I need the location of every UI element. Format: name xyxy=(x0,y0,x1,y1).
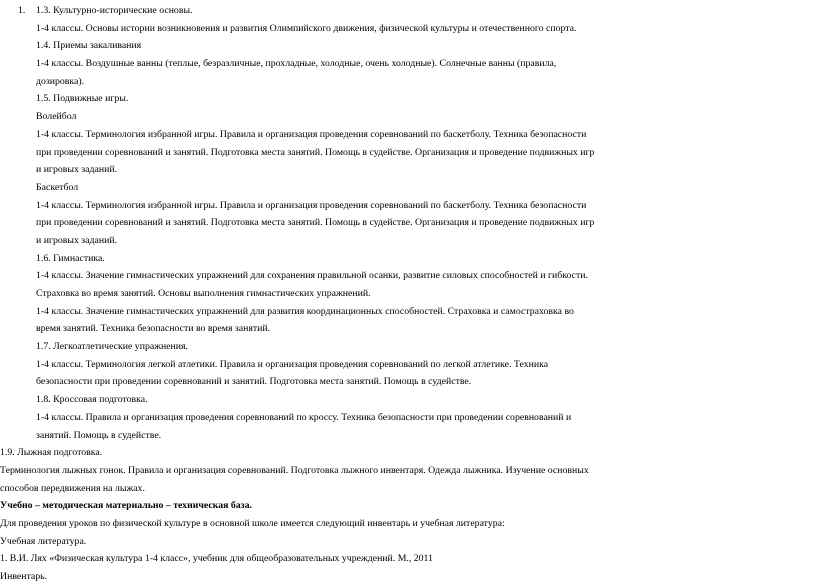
section-heading-1-6: 1.6. Гимнастика. xyxy=(36,252,105,264)
subheading-inventory: Инвентарь. xyxy=(0,571,48,582)
section-heading-1-5: 1.5. Подвижные игры. xyxy=(36,93,129,105)
paragraph-line: 1-4 классы. Значение гимнастических упражнений для развития координационных способностей. Страховка и самостраховка во xyxy=(36,305,574,317)
paragraph-line: Страховка во время занятий. Основы выполнения гимнастических упражнений. xyxy=(36,288,371,299)
section-heading-1-4: 1.4. Приемы закаливания xyxy=(36,40,142,52)
paragraph-line: 1-4 классы. Правила и организация проведения соревнований по кроссу. Техника безопасности при проведении соревнований и xyxy=(36,411,572,423)
paragraph-line: 1-4 классы. Терминология легкой атлетики. Правила и организация проведения соревнований по легкой атлетике. Техника xyxy=(36,358,549,370)
list-item-1 xyxy=(0,2,816,20)
literature-item: 1. В.И. Лях «Физическая культура 1-4 класс», учебник для общеобразовательных учреждений. М., 2011 xyxy=(0,553,433,565)
list-marker: 1. xyxy=(18,5,26,16)
section-heading-1-9: 1.9. Лыжная подготовка. xyxy=(0,447,103,459)
paragraph-line: при проведении соревнований и занятий. Подготовка места занятий. Помощь в судействе. Организация и проведение подвижных игр xyxy=(36,217,595,229)
subheading-volleyball: Волейбол xyxy=(36,111,77,123)
subheading-basketball: Баскетбол xyxy=(36,181,79,193)
paragraph-line: способов передвижения на лыжах. xyxy=(0,482,145,494)
section-heading-1-7: 1.7. Легкоатлетические упражнения. xyxy=(36,341,188,353)
paragraph-line: занятий. Помощь в судействе. xyxy=(36,429,162,441)
paragraph-line: 1-4 классы. Воздушные ванны (теплые, безразличные, прохладные, холодные, очень холодные). Солнечные ванны (правила, xyxy=(36,58,557,70)
subheading-literature: Учебная литература. xyxy=(0,535,87,547)
paragraph-line: 1-4 классы. Основы истории возникновения и развития Олимпийского движения, физической культуры и отечественного спорта. xyxy=(36,22,577,34)
bold-heading-material-base: Учебно – методическая материально – техническая база. xyxy=(0,500,252,512)
paragraph-line: и игровых заданий. xyxy=(36,164,118,176)
paragraph-line: время занятий. Техника безопасности во время занятий. xyxy=(36,323,271,335)
section-heading-1-3: 1.3. Культурно-исторические основы. xyxy=(36,5,193,16)
paragraph-line: дозировка). xyxy=(36,75,85,87)
paragraph-line: при проведении соревнований и занятий. Подготовка места занятий. Помощь в судействе. Организация и проведение подвижных игр xyxy=(36,146,595,158)
paragraph-line: 1-4 классы. Терминология избранной игры. Правила и организация проведения соревнований по баскетболу. Техника безопасности xyxy=(36,128,587,140)
paragraph-line: 1-4 классы. Терминология избранной игры. Правила и организация проведения соревнований по баскетболу. Техника безопасности xyxy=(36,199,587,211)
paragraph-line: и игровых заданий. xyxy=(36,234,118,246)
paragraph-line: Для проведения уроков по физической культуре в основной школе имеется следующий инвентарь и учебная литература: xyxy=(0,517,505,529)
paragraph-line: Терминология лыжных гонок. Правила и организация соревнований. Подготовка лыжного инвентаря. Одежда лыжника. Изучение основных xyxy=(0,464,589,476)
document-body xyxy=(0,2,816,586)
paragraph-line: 1-4 классы. Значение гимнастических упражнений для сохранения правильной осанки, развитие силовых способностей и гибкости. xyxy=(36,270,589,282)
paragraph-line: безопасности при проведении соревнований и занятий. Подготовка места занятий. Помощь в судействе. xyxy=(36,376,472,388)
section-heading-1-8: 1.8. Кроссовая подготовка. xyxy=(36,394,148,406)
